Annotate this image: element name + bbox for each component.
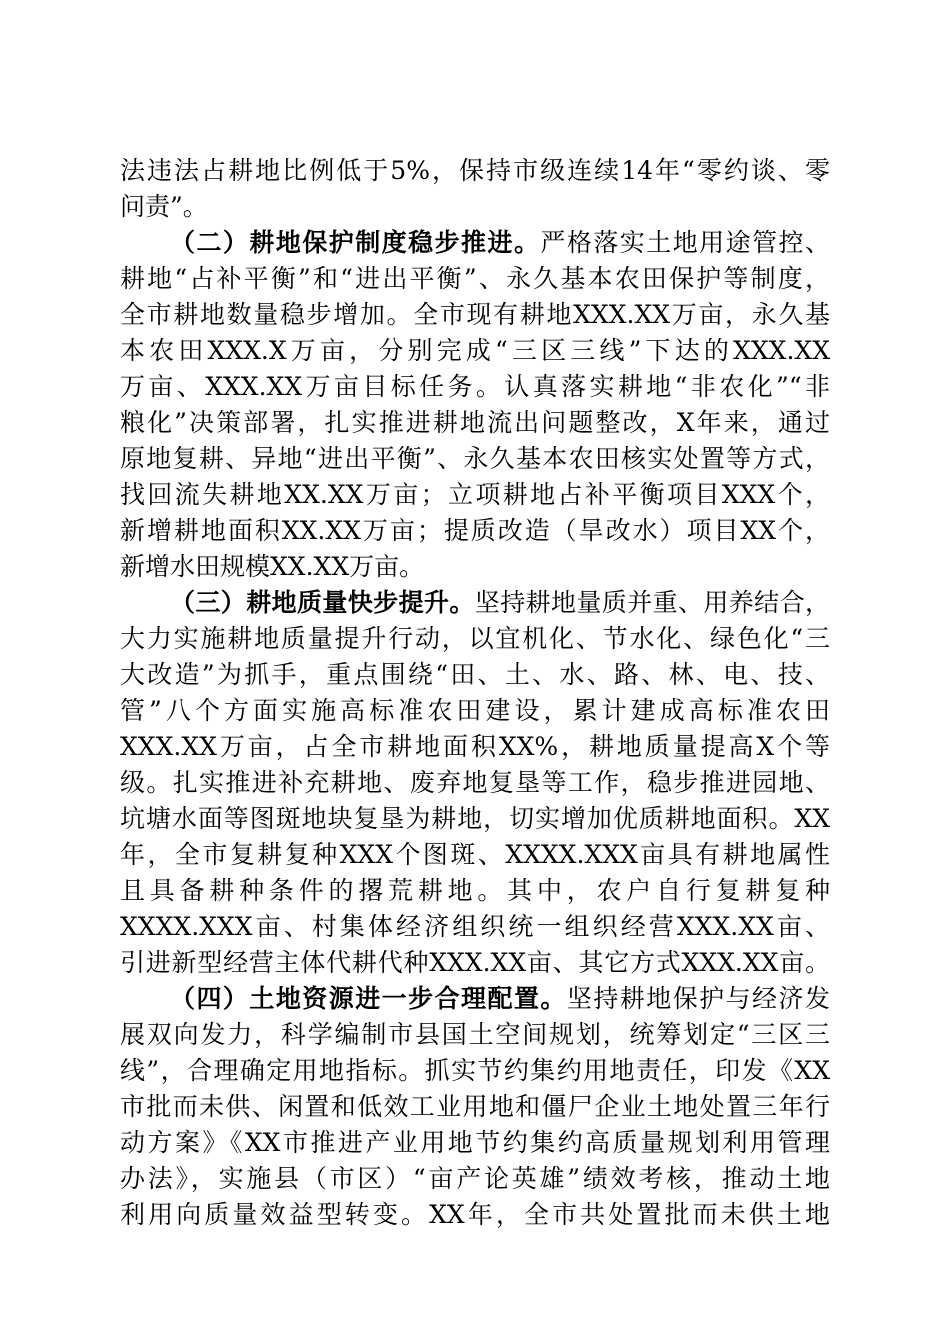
paragraph-4-line-4: 市批而未供、闲置和低效工业用地和僵尸企业土地处置三年行 <box>120 1092 830 1121</box>
paragraph-4-line-1 <box>170 981 830 1017</box>
paragraph-2-line-9: 新增耕地面积XX.XX万亩；提质改造（旱改水）项目XX个， <box>120 516 830 545</box>
paragraph-2-line-8: 找回流失耕地XX.XX万亩；立项耕地占补平衡项目XXX个， <box>120 480 830 509</box>
paragraph-2-line-3: 全市耕地数量稳步增加。全市现有耕地XXX.XX万亩，永久基 <box>120 300 830 329</box>
paragraph-3-line-10: XXXX.XXX亩、村集体经济组织统一组织经营XXX.XX亩、 <box>120 912 830 941</box>
paragraph-1-line-1: 法违法占耕地比例低于5%，保持市级连续14年“零约谈、零 <box>120 156 830 185</box>
paragraph-3-line-4: 管”八个方面实施高标准农田建设，累计建成高标准农田 <box>120 696 830 725</box>
paragraph-4-line-6: 办法》，实施县（市区）“亩产论英雄”绩效考核，推动土地 <box>120 1164 830 1193</box>
paragraph-3-line-1-text: 坚持耕地量质并重、用养结合， <box>474 588 830 617</box>
paragraph-3-line-5: XXX.XX万亩，占全市耕地面积XX%，耕地质量提高X个等 <box>120 732 830 761</box>
paragraph-3-line-2: 大力实施耕地质量提升行动，以宜机化、节水化、绿色化“三 <box>120 624 830 653</box>
paragraph-2-line-4: 本农田XXX.X万亩，分别完成“三区三线”下达的XXX.XX <box>120 336 830 365</box>
paragraph-2-line-5: 万亩、XXX.XX万亩目标任务。认真落实耕地“非农化”“非 <box>120 372 830 401</box>
paragraph-3-heading: （三）耕地质量快步提升。 <box>170 588 475 617</box>
paragraph-4-line-3: 线”，合理确定用地指标。抓实节约集约用地责任，印发《XX <box>120 1056 830 1085</box>
paragraph-2-heading: （二）耕地保护制度稳步推进。 <box>170 228 541 257</box>
paragraph-2-line-1 <box>170 225 830 261</box>
paragraph-2-line-10: 新增水田规模XX.XX万亩。 <box>120 552 425 581</box>
paragraph-4-line-1-text: 坚持耕地保护与经济发 <box>566 984 830 1013</box>
paragraph-4-line-7: 利用向质量效益型转变。XX年，全市共处置批而未供土地 <box>120 1200 830 1229</box>
paragraph-4-line-2: 展双向发力，科学编制市县国土空间规划，统筹划定“三区三 <box>120 1020 830 1049</box>
paragraph-4-heading: （四）土地资源进一步合理配置。 <box>170 984 567 1013</box>
paragraph-3-line-11: 引进新型经营主体代耕代种XXX.XX亩、其它方式XXX.XX亩。 <box>120 948 830 977</box>
paragraph-3-line-9: 且具备耕种条件的撂荒耕地。其中，农户自行复耕复种 <box>120 876 830 905</box>
paragraph-2-line-2: 耕地“占补平衡”和“进出平衡”、永久基本农田保护等制度， <box>120 264 830 293</box>
paragraph-2-line-1-text: 严格落实土地用途管控、 <box>540 228 830 257</box>
paragraph-1-line-2: 问责”。 <box>120 192 208 221</box>
paragraph-3-line-8: 年，全市复耕复种XXX个图斑、XXXX.XXX亩具有耕地属性 <box>120 840 830 869</box>
paragraph-3-line-7: 坑塘水面等图斑地块复垦为耕地，切实增加优质耕地面积。XX <box>120 804 830 833</box>
paragraph-3-line-3: 大改造”为抓手，重点围绕“田、土、水、路、林、电、技、 <box>120 660 830 689</box>
paragraph-4-line-5: 动方案》《XX市推进产业用地节约集约高质量规划利用管理 <box>120 1128 830 1157</box>
paragraph-2-line-7: 原地复耕、异地“进出平衡”、永久基本农田核实处置等方式， <box>120 444 830 473</box>
paragraph-3-line-1 <box>170 585 830 621</box>
paragraph-2-line-6: 粮化”决策部署，扎实推进耕地流出问题整改，X年来，通过 <box>120 408 830 437</box>
paragraph-3-line-6: 级。扎实推进补充耕地、废弃地复垦等工作，稳步推进园地、 <box>120 768 830 797</box>
